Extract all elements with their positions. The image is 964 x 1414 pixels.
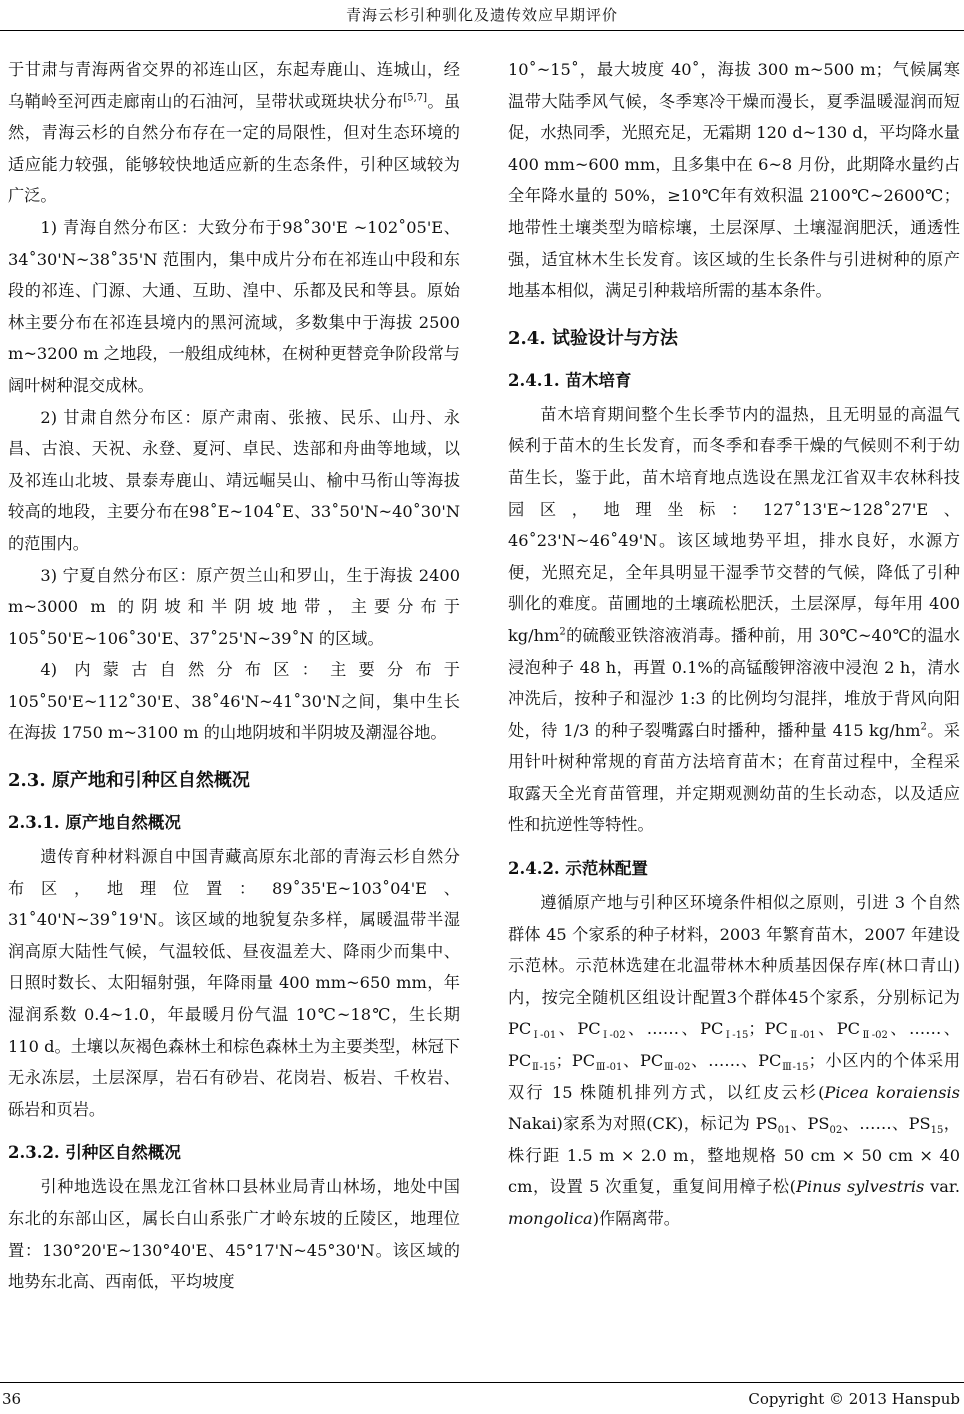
subsection-heading: 2.4.1. 苗木培育 [508, 370, 632, 390]
paragraph: 4) 内蒙古自然分布区：主要分布于 105˚50'E~112˚30'E、38˚46'N~41˚30'N之间，集中生长在海拔 1750 m~3100 m 的山地阴坡和半阴坡及潮湿谷地。 [8, 660, 460, 743]
paragraph: 10˚~15˚，最大坡度 40˚，海拔 300 m~500 m；气候属寒温带大陆季风气候，冬季寒冷干燥而漫长，夏季温暖湿润而短促，水热同季，光照充足，无霜期 120 d~130 d，平均降水量 400 mm~600 mm，且多集中在 6~8 月份，此期降水量约占全年降水量的 50%，≥10℃年有效积温 2100℃~2600℃；地带性土壤类型为暗棕壤，土层深厚、土壤湿润肥沃，通透性强，适宜林木生长发育。该区域的生长条件与引进树种的原产地基本相似，满足引种栽培所需的基本条件。 [508, 60, 960, 301]
subsection-heading: 2.3.1. 原产地自然概况 [8, 813, 181, 833]
subsection-heading: 2.3.2. 引种区自然概况 [8, 1143, 181, 1163]
running-header-title: 青海云杉引种驯化及遗传效应早期评价 [345, 6, 618, 24]
subsection-heading: 2.4.2. 示范林配置 [508, 859, 648, 879]
right-column [508, 54, 960, 1235]
paragraph: 苗木培育期间整个生长季节内的温热，且无明显的高温气候利于苗木的生长发育，而冬季和春季干燥的气候则不利于幼苗生长，鉴于此，苗木培育地点选设在黑龙江省双丰农林科技园区，地理坐标：127˚13'E~128˚27'E、46˚23'N~46˚49'N。该区域地势平坦，排水良好，水源方便，光照充足，全年具明显干湿季节交替的气候，降低了引种驯化的难度。苗圃地的土壤疏松肥沃，土层深厚，每年用 400 $kg/hm^2$的硫酸亚铁溶液消毒。播种前，用 30℃~40℃的温水浸泡种子 48 h，再置 0.1%的高锰酸钾溶液中浸泡 2 h，清水冲洗后，按种子和湿沙 1:3 的比例均匀混拌，堆放于背风向阳处，待 1/3 的种子裂嘴露白时播种，播种量 415 $kg/hm^2$。采用针叶树种常规的育苗方法培育苗木；在育苗过程中，全程采取露天全光育苗管理，并定期观测幼苗的生长动态，以及适应性和抗逆性等特性。 [508, 404, 960, 835]
page-number: 36 [2, 1390, 22, 1408]
paragraph: 于甘肃与青海两省交界的祁连山区，东起寿鹿山、连城山，经乌鞘岭至河西走廊南山的石油河，呈带状或斑块状分布[5,7]。虽然，青海云杉的自然分布存在一定的局限性，但对生态环境的适应能力较强，能够较快地适应新的生态条件，引种区域较为广泛。 [8, 60, 461, 206]
paragraph: 遗传育种材料源自中国青藏高原东北部的青海云杉自然分布区，地理位置：89˚35'E~103˚04'E、31˚40'N~39˚19'N。该区域的地貌复杂多样，属暖温带半湿润高原大陆性气候，气温较低、昼夜温差大、降雨少而集中、日照时数长、太阳辐射强，年降雨量 400 mm~650 mm，年湿润系数 0.4~1.0，年最暖月份气温 10℃~18℃，生长期 110 d。土壤以灰褐色森林土和棕色森林土为主要类型，林冠下无永冻层，土层深厚，岩石有砂岩、花岗岩、板岩、千枚岩、砾岩和页岩。 [8, 847, 460, 1119]
section-heading: 2.4. 试验设计与方法 [508, 327, 678, 349]
paragraph: 1) 青海自然分布区：大致分布于98˚30'E ~102˚05'E、34˚30'N~38˚35'N 范围内，集中成片分布在祁连山中段和东段的祁连、门源、大通、互助、湟中、乐都及民和等县。原始林主要分布在祁连县境内的黑河流域，多数集中于海拔 2500 m~3200 m 之地段，一般组成纯林，在树种更替竞争阶段常与阔叶树种混交成林。 [8, 217, 460, 395]
copyright-notice: Copyright © 2013 Hanspub [748, 1390, 960, 1408]
paragraph: 遵循原产地与引种区环境条件相似之原则，引进 3 个自然群体 45 个家系的种子材料，2003 年繁育苗木，2007 年建设示范林。示范林选建在北温带林木种质基因保存库(林口青山)内，按完全随机区组设计配置3个群体45个家系，分别标记为$PC_{Ⅰ-01}$、$PC_{Ⅰ-02}$、……、$PC_{Ⅰ-15}$；$PC_{Ⅱ-01}$、$PC_{Ⅱ-02}$、……、$PC_{Ⅱ-15}$；$PC_{Ⅲ-01}$、$PC_{Ⅲ-02}$、……、$PC_{Ⅲ-15}$；小区内的个体采用双行 15 株随机排列方式，以红皮云杉(Picea koraiensis Nakai)家系为对照(CK)，标记为 $PS_{01}$、$PS_{02}$、……、$PS_{15}$，株行距 1.5 m × 2.0 m，整地规格 50 cm × 50 cm × 40 cm，设置 5 次重复，重复间用樟子松(Pinus sylvestris var. mongolica)作隔离带。 [508, 893, 961, 1228]
footer-rule [0, 1382, 964, 1383]
paragraph: 2) 甘肃自然分布区：原产肃南、张掖、民乐、山丹、永昌、古浪、天祝、永登、夏河、卓民、迭部和舟曲等地域，以及祁连山北坡、景泰寿鹿山、靖远崛吴山、榆中马衔山等海拔较高的地段，主要分布在98˚E~104˚E、33˚50'N~40˚30'N 的范围内。 [8, 407, 460, 553]
paragraph: 3) 宁夏自然分布区：原产贺兰山和罗山，生于海拔 2400 m~3000 m 的阴坡和半阴坡地带，主要分布于105˚50'E~106˚30'E、37˚25'N~39˚N 的区域。 [8, 565, 460, 648]
left-column [8, 54, 460, 1298]
section-heading: 2.3. 原产地和引种区自然概况 [8, 770, 250, 792]
citation-ref[interactable]: [5,7] [403, 92, 428, 104]
header-rule [0, 30, 964, 31]
paragraph: 引种地选设在黑龙江省林口县林业局青山林场，地处中国东北的东部山区，属长白山系张广才岭东坡的丘陵区，地理位置：130°20'E~130°40'E、45°17'N~45°30'N。该区域的地势东北高、西南低，平均坡度 [8, 1177, 460, 1292]
